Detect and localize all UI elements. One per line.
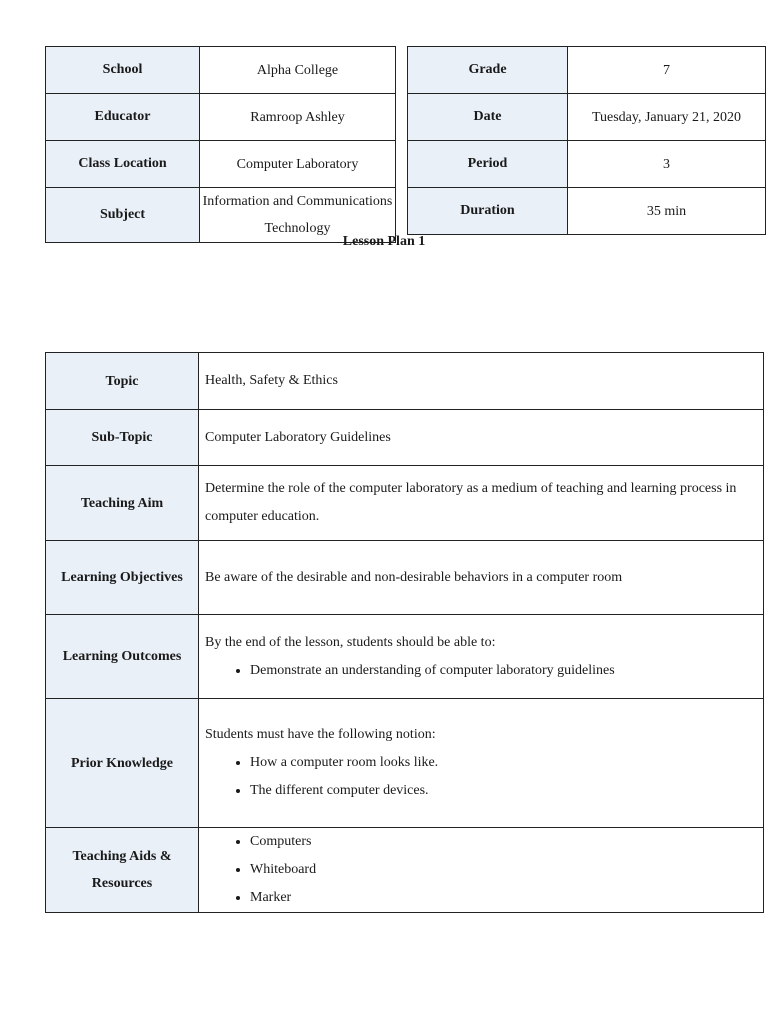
info-label: Period [408, 141, 568, 188]
info-label: School [46, 47, 200, 94]
info-label: Date [408, 94, 568, 141]
info-row-duration [408, 188, 766, 235]
info-value: 7 [568, 47, 766, 94]
list-item: • How a computer room looks like. [250, 749, 757, 777]
lesson-plan-table [45, 352, 764, 913]
info-label: Duration [408, 188, 568, 235]
list-item: • Whiteboard [250, 856, 757, 884]
info-label: Grade [408, 47, 568, 94]
plan-value: Health, Safety & Ethics [199, 353, 764, 410]
info-label: Subject [46, 188, 200, 243]
plan-label: Prior Knowledge [46, 699, 199, 828]
info-row-date [408, 94, 766, 141]
teaching-aids-list [205, 828, 757, 912]
plan-row-teaching-aids [46, 828, 764, 913]
info-value: Alpha College [200, 47, 396, 94]
outcomes-intro: By the end of the lesson, students should be able to: [205, 634, 496, 650]
plan-value [199, 699, 764, 828]
plan-label: Sub-Topic [46, 410, 199, 466]
info-row-class-location [46, 141, 396, 188]
lesson-plan-title: Lesson Plan 1 [342, 234, 426, 249]
plan-label: Learning Outcomes [46, 615, 199, 699]
info-row-grade [408, 47, 766, 94]
lesson-info-table-left [45, 46, 396, 243]
info-label: Class Location [46, 141, 200, 188]
info-value: 35 min [568, 188, 766, 235]
info-row-school [46, 47, 396, 94]
plan-row-learning-outcomes [46, 615, 764, 699]
info-label: Educator [46, 94, 200, 141]
prior-knowledge-list [205, 749, 757, 805]
lesson-info-table-right [407, 46, 766, 235]
plan-row-sub-topic [46, 410, 764, 466]
info-value: Computer Laboratory [200, 141, 396, 188]
plan-row-teaching-aim [46, 466, 764, 541]
plan-label: Teaching Aim [46, 466, 199, 541]
plan-value [199, 615, 764, 699]
plan-value: Computer Laboratory Guidelines [199, 410, 764, 466]
plan-value: Determine the role of the computer laboratory as a medium of teaching and learning process in computer education. [199, 466, 764, 541]
info-row-period [408, 141, 766, 188]
info-row-educator [46, 94, 396, 141]
plan-row-prior-knowledge [46, 699, 764, 828]
plan-row-learning-objectives [46, 541, 764, 615]
plan-value [199, 828, 764, 913]
list-item: • Computers [250, 828, 757, 856]
list-item: • The different computer devices. [250, 777, 757, 805]
info-value: Information and Communications Technology [200, 188, 396, 243]
list-item: • Demonstrate an understanding of computer laboratory guidelines [250, 657, 757, 685]
info-value: 3 [568, 141, 766, 188]
plan-label: Topic [46, 353, 199, 410]
info-value: Ramroop Ashley [200, 94, 396, 141]
plan-label: Learning Objectives [46, 541, 199, 615]
list-item: • Marker [250, 884, 757, 912]
plan-label: Teaching Aids & Resources [46, 828, 199, 913]
prior-knowledge-intro: Students must have the following notion: [205, 727, 436, 742]
plan-row-topic [46, 353, 764, 410]
outcomes-list [205, 657, 757, 685]
info-value: Tuesday, January 21, 2020 [568, 94, 766, 141]
plan-value: Be aware of the desirable and non-desirable behaviors in a computer room [199, 541, 764, 615]
